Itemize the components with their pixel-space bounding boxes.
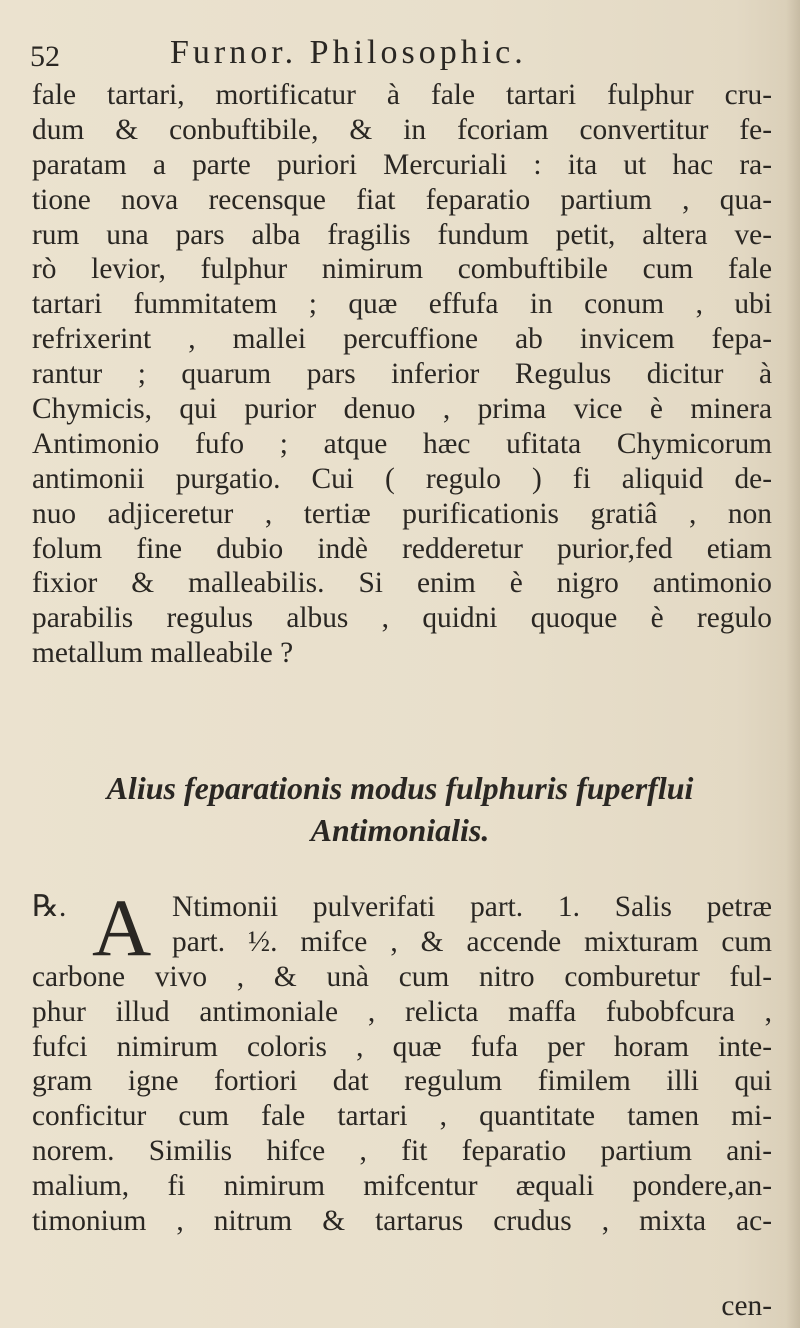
- text-line: tartari fummitatem ; quæ effufa in conum , ubi: [32, 288, 772, 321]
- text-line: antimonii purgatio. Cui ( regulo ) fi aliquid de-: [32, 462, 772, 495]
- page-number: 52: [30, 40, 60, 73]
- running-head: Furnor. Philosophic.: [170, 34, 527, 71]
- text-line: Ntimonii pulverifati part. 1. Salis petræ: [172, 891, 772, 923]
- text-line: rò levior, fulphur nimirum combuftibile cum fale: [32, 253, 772, 286]
- page-edge-shadow: [786, 0, 800, 1328]
- text-line: refrixerint , mallei percuffione ab invicem fepa-: [32, 323, 772, 356]
- text-line: fixior & malleabilis. Si enim è nigro antimonio: [32, 567, 772, 600]
- text-line: parabilis regulus albus , quidni quoque è regulo: [32, 602, 772, 635]
- catchword: cen-: [721, 1290, 772, 1322]
- recipe-sign: ℞.: [32, 890, 67, 923]
- section-heading: Alius feparationis modus fulphuris fuperflui: [106, 770, 694, 806]
- body-text: [32, 78, 772, 671]
- text-line: fale tartari, mortificatur à fale tartari fulphur cru-: [32, 79, 772, 111]
- text-line: fufci nimirum coloris , quæ fufa per horam inte-: [32, 1030, 772, 1063]
- text-line: timonium , nitrum & tartarus crudus , mixta ac-: [32, 1205, 772, 1238]
- text-line: paratam a parte puriori Mercuriali : ita ut hac ra-: [32, 148, 772, 181]
- text-line: rantur ; quarum pars inferior Regulus dicitur à: [32, 358, 772, 391]
- text-line: tione nova recensque fiat feparatio partium , qua-: [32, 183, 772, 216]
- page-header: [30, 30, 770, 73]
- text-line: norem. Similis hifce , fit feparatio partium ani-: [32, 1135, 772, 1168]
- text-line: rum una pars alba fragilis fundum petit, altera ve-: [32, 218, 772, 251]
- text-line: part. ½. mifce , & accende mixturam cum: [172, 925, 772, 958]
- text-line: nuo adjiceretur , tertiæ purificationis gratiâ , non: [32, 497, 772, 530]
- text-line: phur illud antimoniale , relicta maffa fubobfcura ,: [32, 995, 772, 1028]
- text-line: gram igne fortiori dat regulum fimilem illi qui: [32, 1065, 772, 1098]
- text-line: Antimonio fufo ; atque hæc ufitata Chymicorum: [32, 427, 772, 460]
- text-line: malium, fi nimirum mifcentur æquali pondere,an-: [32, 1170, 772, 1203]
- section-heading-continued: Antimonialis.: [310, 812, 490, 848]
- text-line: Chymicis, qui purior denuo , prima vice è minera: [32, 393, 772, 426]
- text-line: metallum malleabile ?: [32, 637, 294, 670]
- text-line: dum & conbuftibile, & in fcoriam convertitur fe-: [32, 113, 772, 146]
- section-text: [32, 882, 772, 1239]
- text-line: carbone vivo , & unà cum nitro comburetur ful-: [32, 960, 772, 993]
- text-line: conficitur cum fale tartari , quantitate tamen mi-: [32, 1100, 772, 1133]
- drop-cap: A: [92, 882, 152, 973]
- text-line: folum fine dubio indè redderetur purior,fed etiam: [32, 532, 772, 565]
